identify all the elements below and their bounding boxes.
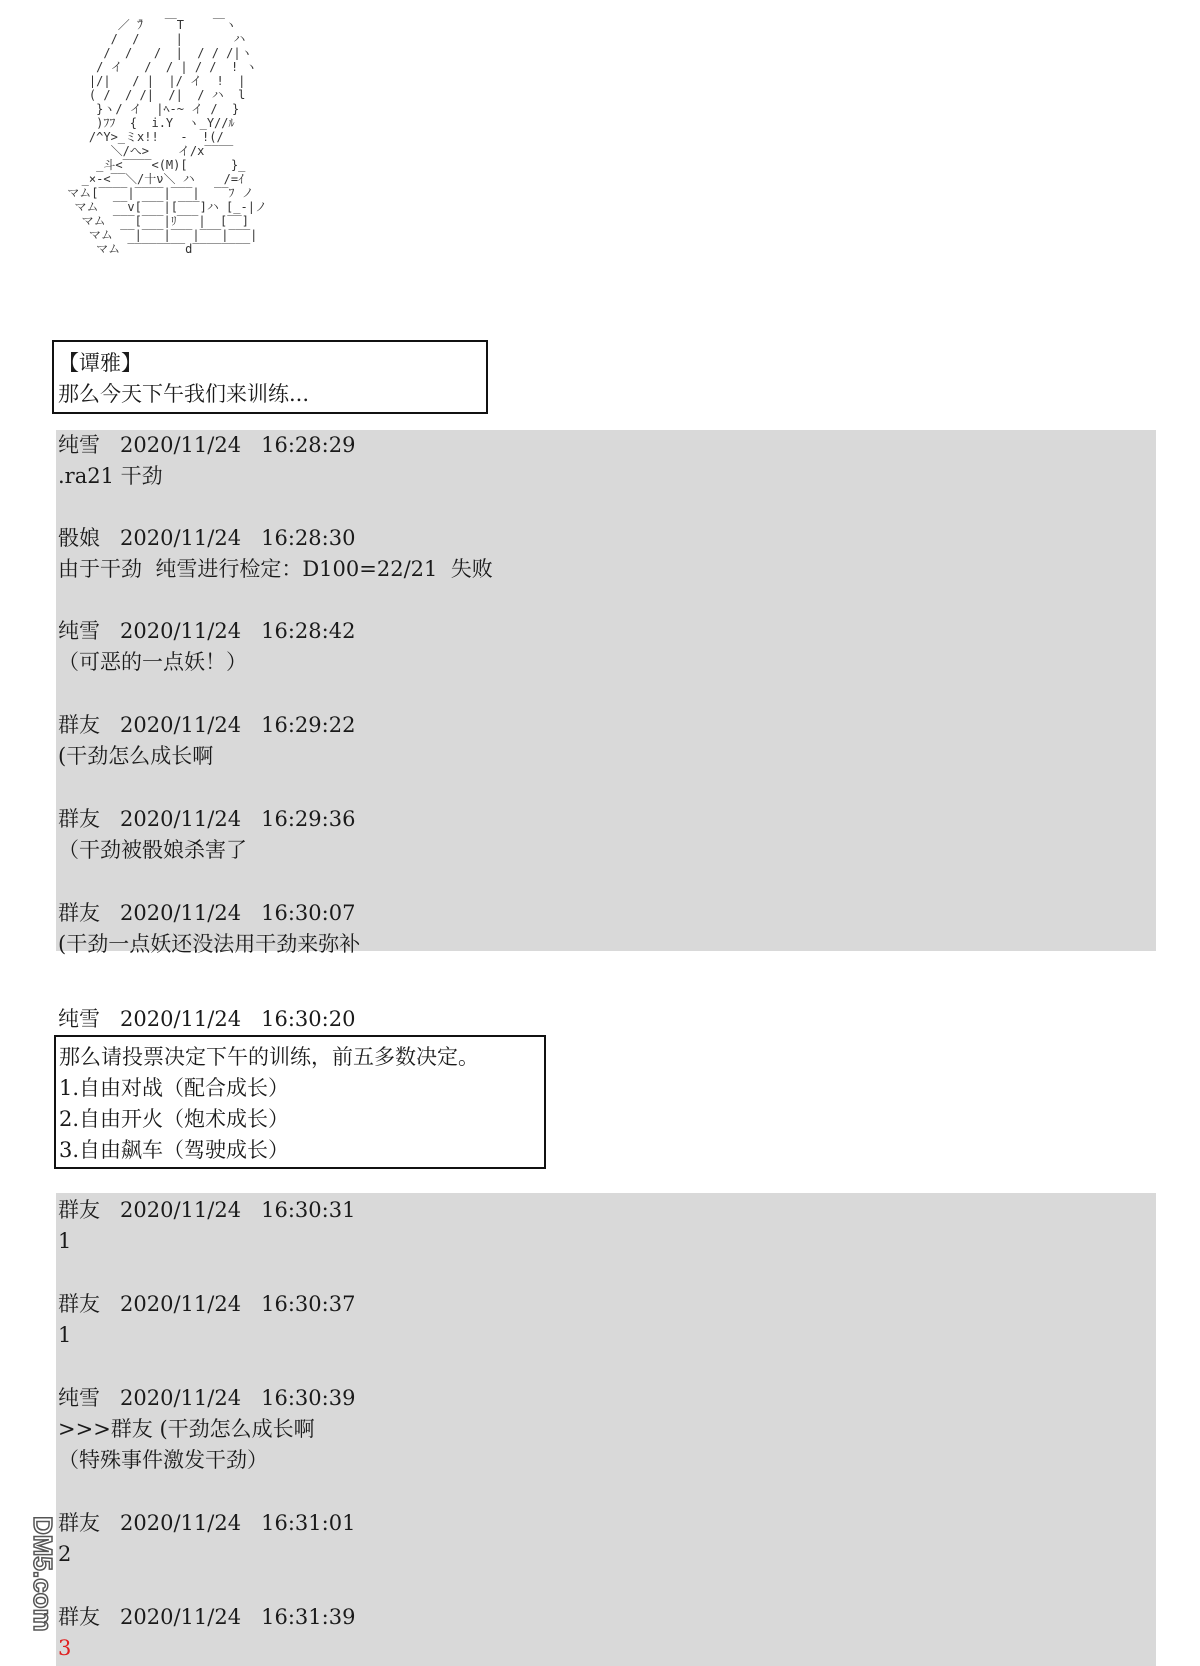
message-text: 1 bbox=[58, 1229, 72, 1253]
watermark-text: DM5.com bbox=[28, 1516, 58, 1632]
message-text: (干劲怎么成长啊 bbox=[58, 744, 214, 768]
message-date: 2020/11/24 bbox=[120, 526, 242, 550]
sender-name: 纯雪 bbox=[58, 433, 100, 457]
message-time: 16:30:20 bbox=[261, 1007, 356, 1031]
message-date: 2020/11/24 bbox=[120, 1007, 242, 1031]
message-text: （可恶的一点妖！） bbox=[58, 650, 247, 674]
message-header bbox=[58, 1004, 355, 1035]
message-header bbox=[58, 804, 355, 835]
message-text: （特殊事件激发干劲） bbox=[58, 1448, 268, 1472]
message-date: 2020/11/24 bbox=[120, 807, 242, 831]
message-header bbox=[58, 1195, 355, 1226]
message-header bbox=[58, 898, 355, 929]
message-date: 2020/11/24 bbox=[120, 619, 242, 643]
sender-name: 群友 bbox=[58, 807, 100, 831]
message-time: 16:30:07 bbox=[261, 901, 356, 925]
message-text: 3 bbox=[58, 1636, 72, 1660]
vote-option-1: 1.自由对战（配合成长） bbox=[59, 1076, 290, 1100]
sender-name: 纯雪 bbox=[58, 1386, 100, 1410]
message-header bbox=[58, 523, 355, 554]
speech-text: 那么今天下午我们来训练... bbox=[58, 382, 310, 406]
watermark-logo bbox=[14, 1508, 58, 1658]
ascii-art-illustration: ／ ̄ﾌ ￣T ￣ヽ / / | ハ / / / | / / /|ヽ / イ / / | / / ! ヽ |/| / | |/ イ ! | ( / / /| /| / ハ l }ヽ/ イ |ﾍ-~ イ / } )ﾌﾌ { i.Y ヽ_Y//ﾙ /^Y>_ミx!! - !(/ ＼/へ> イ/x‾‾‾‾ _斗<‾‾‾‾<(M)[ }_ _×-<‾‾＼/十ν＼ ハ /=ｲ マム[‾‾‾‾|‾‾‾‾|‾‾‾| ‾‾ﾌ ノ マム ‾‾v[‾‾‾|[‾‾‾]ハ [_-|ノ マム ‾‾‾[‾‾‾|ﾘ‾‾‾| [‾‾] マム ‾‾|‾‾‾|‾‾‾|‾‾‾|‾‾‾| マム ‾‾‾‾‾‾‾‾d‾‾‾‾‾‾‾‾ bbox=[67, 18, 267, 256]
message-date: 2020/11/24 bbox=[120, 713, 242, 737]
sender-name: 群友 bbox=[58, 713, 100, 737]
message-text: .ra21 干劲 bbox=[58, 464, 163, 488]
message-time: 16:30:31 bbox=[261, 1198, 356, 1222]
message-text: （干劲被骰娘杀害了 bbox=[58, 838, 247, 862]
sender-name: 群友 bbox=[58, 1605, 100, 1629]
message-header bbox=[58, 1383, 355, 1414]
message-date: 2020/11/24 bbox=[120, 1198, 242, 1222]
message-text: (干劲一点妖还没法用干劲来弥补 bbox=[58, 932, 361, 956]
message-header bbox=[58, 1289, 355, 1320]
message-time: 16:29:36 bbox=[261, 807, 356, 831]
message-header bbox=[58, 430, 355, 461]
message-header bbox=[58, 1508, 355, 1539]
chat-log-band-1 bbox=[56, 430, 1156, 951]
sender-name: 群友 bbox=[58, 1198, 100, 1222]
sender-name: 纯雪 bbox=[58, 1007, 100, 1031]
message-date: 2020/11/24 bbox=[120, 901, 242, 925]
message-time: 16:28:30 bbox=[261, 526, 356, 550]
message-text: 1 bbox=[58, 1323, 72, 1347]
message-header bbox=[58, 710, 355, 741]
message-date: 2020/11/24 bbox=[120, 1292, 242, 1316]
message-time: 16:31:01 bbox=[261, 1511, 356, 1535]
sender-name: 群友 bbox=[58, 901, 100, 925]
message-text: 由于干劲 纯雪进行检定：D100=22/21 失败 bbox=[58, 557, 493, 581]
speech-box bbox=[52, 340, 488, 414]
message-time: 16:28:29 bbox=[261, 433, 356, 457]
message-text: 2 bbox=[58, 1542, 72, 1566]
message-date: 2020/11/24 bbox=[120, 1605, 242, 1629]
vote-option-2: 2.自由开火（炮术成长） bbox=[59, 1107, 290, 1131]
message-date: 2020/11/24 bbox=[120, 1511, 242, 1535]
message-text: >>>群友 (干劲怎么成长啊 bbox=[58, 1417, 315, 1441]
message-header bbox=[58, 1602, 355, 1633]
message-time: 16:31:39 bbox=[261, 1605, 356, 1629]
message-time: 16:29:22 bbox=[261, 713, 356, 737]
message-header bbox=[58, 616, 355, 647]
vote-box bbox=[54, 1035, 546, 1169]
message-date: 2020/11/24 bbox=[120, 1386, 242, 1410]
sender-name: 群友 bbox=[58, 1511, 100, 1535]
vote-prompt: 那么请投票决定下午的训练，前五多数决定。 bbox=[59, 1045, 479, 1069]
sender-name: 纯雪 bbox=[58, 619, 100, 643]
message-time: 16:28:42 bbox=[261, 619, 356, 643]
message-time: 16:30:37 bbox=[261, 1292, 356, 1316]
message-time: 16:30:39 bbox=[261, 1386, 356, 1410]
message-date: 2020/11/24 bbox=[120, 433, 242, 457]
speaker-name: 【谭雅】 bbox=[58, 351, 142, 375]
vote-option-3: 3.自由飙车（驾驶成长） bbox=[59, 1138, 290, 1162]
sender-name: 群友 bbox=[58, 1292, 100, 1316]
sender-name: 骰娘 bbox=[58, 526, 100, 550]
